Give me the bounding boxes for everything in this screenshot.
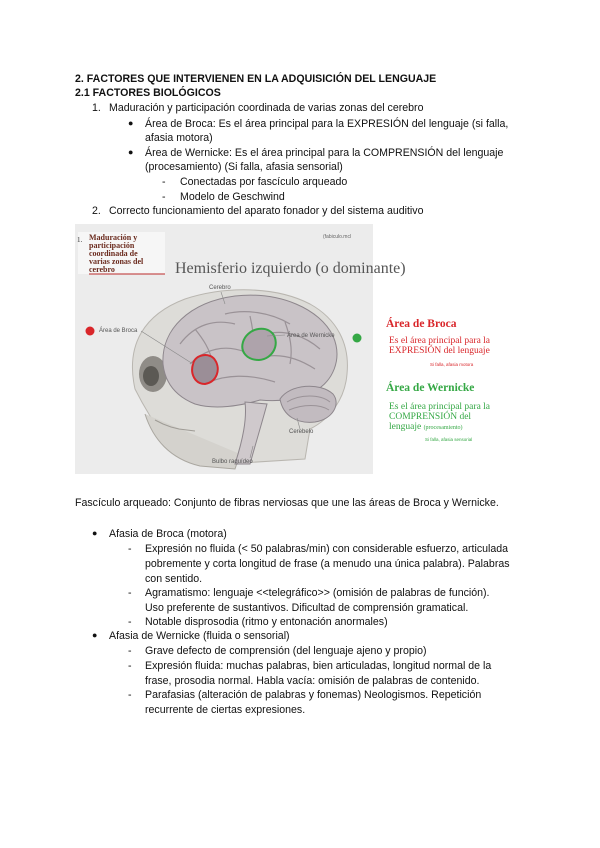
figure-caption-number: 1.	[77, 236, 83, 244]
side-wernicke-title: Área de Wernicke	[386, 382, 475, 394]
side-broca-title: Área de Broca	[386, 318, 457, 330]
brain-figure	[75, 224, 406, 474]
side-broca-small: Si falla, afasia motora	[430, 362, 474, 367]
figure-caption: Maduración y participación coordinada de varias zonas del cerebro	[89, 233, 144, 274]
bullet-icon: ●	[92, 528, 98, 538]
label-broca: Área de Broca	[99, 328, 138, 334]
label-wernicke: Área de Wernicke	[287, 333, 335, 339]
section-heading: 2. FACTORES QUE INTERVIENEN EN LA ADQUISICIÓN DEL LENGUAJE	[75, 73, 437, 85]
fasciculo-definition: Fascículo arqueado: Conjunto de fibras nerviosas que une las áreas de Broca y Wernicke.	[75, 497, 499, 509]
dash-icon: -	[162, 176, 166, 188]
bullet-icon: ●	[92, 630, 98, 640]
list-number-2: 2.	[92, 205, 101, 217]
figure-title: Hemisferio izquierdo (o dominante)	[175, 260, 406, 277]
sub-item-fasciculo: Conectadas por fascículo arqueado	[180, 176, 348, 188]
dash-icon: -	[128, 645, 132, 657]
afasia-broca-title: Afasia de Broca (motora)	[109, 528, 227, 540]
broca-item-3: Notable disprosodia (ritmo y entonación anormales)	[145, 616, 388, 628]
wernicke-line-2: (procesamiento) (Si falla, afasia sensorial)	[145, 161, 343, 173]
side-wernicke-text: Es el área principal para la COMPRENSIÓN del lenguaje (procesamiento)	[389, 402, 491, 432]
dash-icon: -	[128, 543, 132, 555]
wernicke-marker-icon	[353, 334, 362, 343]
wernicke-item-2: Expresión fluida: muchas palabras, bien articuladas, longitud normal de la frase, prosodia normal. Habla vacía: omisión de palabras de contenido.	[145, 660, 492, 687]
list-item-2: Correcto funcionamiento del aparato fonador y del sistema auditivo	[109, 205, 424, 217]
figure-corner-note: (fabiculo.mcl	[323, 234, 352, 240]
broca-item-2: Agramatismo: lenguaje <<telegráfico>> (omisión de palabras de función). Uso preferente de sustantivos. Dificultad de comprensión gramatical.	[145, 587, 490, 614]
bullet-icon: ●	[128, 147, 134, 157]
wernicke-item-3: Parafasias (alteración de palabras y fonemas) Neologismos. Repetición recurrente de ciertas expresiones.	[145, 689, 482, 716]
broca-line-2: afasia motora)	[145, 132, 213, 144]
subsection-heading: 2.1 FACTORES BIOLÓGICOS	[75, 87, 221, 99]
broca-line-1: Área de Broca: Es el área principal para la EXPRESIÓN del lenguaje (si falla,	[145, 118, 509, 130]
dash-icon: -	[128, 660, 132, 672]
dash-icon: -	[128, 616, 132, 628]
wernicke-line-1: Área de Wernicke: Es el área principal para la COMPRENSIÓN del lenguaje	[145, 147, 504, 159]
bullet-icon: ●	[128, 118, 134, 128]
sub-item-geschwind: Modelo de Geschwind	[180, 191, 285, 203]
label-cerebelo: Cerebelo	[289, 429, 314, 435]
dash-icon: -	[128, 689, 132, 701]
side-broca-text: Es el área principal para la EXPRESIÓN del lenguaje	[389, 336, 491, 356]
label-bulbo: Bulbo raquídeo	[212, 459, 253, 465]
broca-item-1: Expresión no fluida (< 50 palabras/min) con considerable esfuerzo, articulada pobremente y corta longitud de frase (a menudo una única palabra). Palabras con sentido.	[145, 543, 510, 585]
list-number-1: 1.	[92, 102, 101, 114]
dash-icon: -	[162, 191, 166, 203]
afasia-wernicke-title: Afasia de Wernicke (fluida o sensorial)	[109, 630, 290, 642]
wernicke-item-1: Grave defecto de comprensión (del lenguaje ajeno y propio)	[145, 645, 427, 657]
side-wernicke-small: Si falla, afasia sensorial	[425, 437, 473, 442]
broca-marker-icon	[86, 327, 95, 336]
dash-icon: -	[128, 587, 132, 599]
label-cerebro: Cerebro	[209, 285, 231, 291]
list-item-1: Maduración y participación coordinada de varias zonas del cerebro	[109, 102, 424, 114]
